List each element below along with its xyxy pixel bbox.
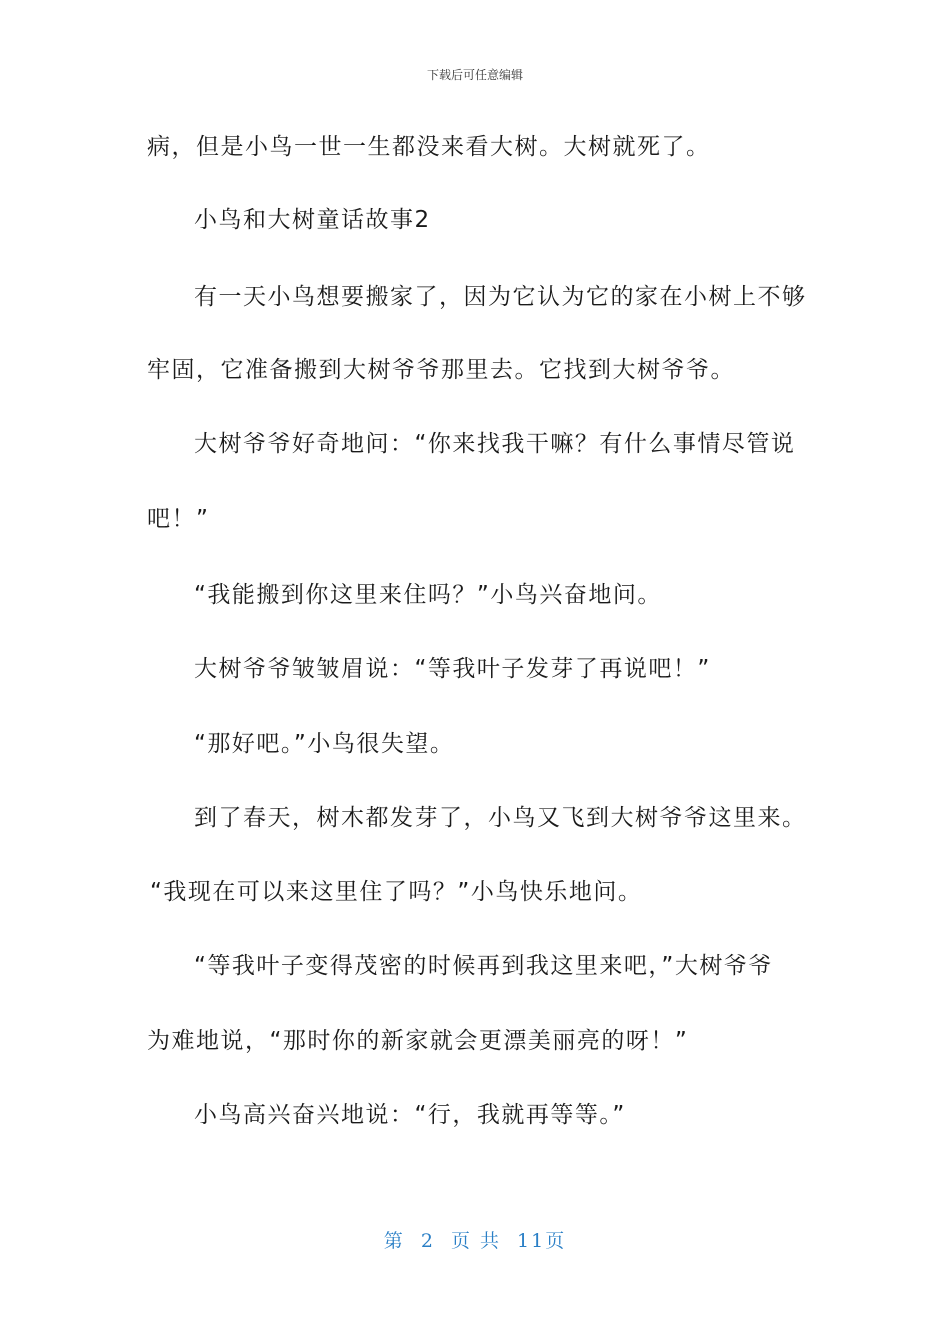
text-line: 病，但是小鸟一世一生都没来看大树。大树就死了。 <box>147 134 711 160</box>
paragraph-line: “等我叶子变得茂密的时候再到我这里来吧，”大树爷爷 <box>194 953 773 979</box>
footer-prefix: 第 <box>383 1230 405 1252</box>
paragraph-line: 小鸟高兴奋兴地说：“行，我就再等等。” <box>194 1102 626 1128</box>
text-line: 为难地说，“那时你的新家就会更漂美丽亮的呀！” <box>147 1028 689 1054</box>
page-header: 下载后可任意编辑 <box>426 68 523 82</box>
page-footer <box>0 1226 950 1253</box>
paragraph-line: 大树爷爷皱皱眉说：“等我叶子发芽了再说吧！” <box>194 656 711 682</box>
footer-page-number: 2 <box>420 1230 435 1252</box>
paragraph-line: “我能搬到你这里来住吗？”小鸟兴奋地问。 <box>194 582 662 608</box>
text-line: 吧！” <box>147 506 210 532</box>
text-line: 牢固，它准备搬到大树爷爷那里去。它找到大树爷爷。 <box>147 357 735 383</box>
text-line: “我现在可以来这里住了吗？”小鸟快乐地问。 <box>150 879 643 905</box>
section-title: 小鸟和大树童话故事2 <box>194 207 431 233</box>
paragraph-line: 有一天小鸟想要搬家了，因为它认为它的家在小树上不够 <box>194 284 807 310</box>
paragraph-line: “那好吧。”小鸟很失望。 <box>194 731 455 757</box>
paragraph-line: 到了春天，树木都发芽了，小鸟又飞到大树爷爷这里来。 <box>194 805 807 831</box>
paragraph-line: 大树爷爷好奇地问：“你来找我干嘛？有什么事情尽管说 <box>194 431 796 457</box>
footer-total: 11页 <box>517 1230 567 1252</box>
footer-mid: 页 共 <box>450 1230 501 1252</box>
